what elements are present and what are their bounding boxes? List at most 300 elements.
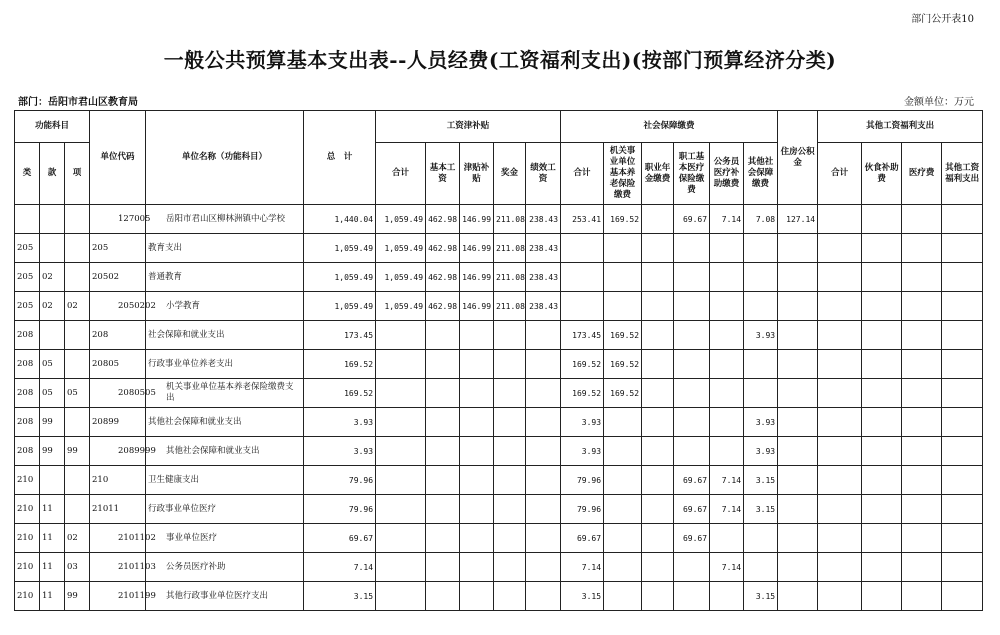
cell-me [674,437,710,466]
cell-lei: 210 [15,553,40,582]
cell-ot [818,553,862,582]
cell-ho [778,553,818,582]
cell-total: 169.52 [304,379,376,408]
cell-cm [710,524,744,553]
table-row [15,466,983,495]
cell-os [744,263,778,292]
cell-pf [526,582,561,611]
cell-po [604,437,642,466]
cell-an [642,234,674,263]
cell-po [604,495,642,524]
cell-unit-code: 20805 [90,350,146,379]
header-allowance: 津贴补贴 [460,143,494,205]
cell-al: 146.99 [460,292,494,321]
cell-pf [526,350,561,379]
cell-kuan: 99 [40,408,65,437]
cell-al: 146.99 [460,205,494,234]
cell-total: 1,059.49 [304,292,376,321]
cell-ow [942,408,983,437]
cell-ow [942,292,983,321]
cell-ot [818,524,862,553]
cell-bo: 211.08 [494,205,526,234]
cell-os: 7.08 [744,205,778,234]
cell-ot [818,234,862,263]
cell-unit-name: 其他社会保障和就业支出 [146,408,304,437]
header-total: 总 计 [304,111,376,205]
cell-total: 1,059.49 [304,234,376,263]
cell-bo [494,582,526,611]
cell-po: 169.52 [604,379,642,408]
cell-bw [426,321,460,350]
cell-cm: 7.14 [710,553,744,582]
cell-ho [778,292,818,321]
cell-ow [942,437,983,466]
cell-ml [862,524,902,553]
cell-unit-code: 21011 [90,495,146,524]
cell-me: 69.67 [674,466,710,495]
cell-total: 173.45 [304,321,376,350]
cell-total: 3.93 [304,408,376,437]
cell-total: 69.67 [304,524,376,553]
cell-me [674,379,710,408]
cell-al [460,437,494,466]
cell-me [674,350,710,379]
cell-ot [818,292,862,321]
header-performance: 绩效工资 [526,143,561,205]
cell-pf: 238.43 [526,292,561,321]
cell-os: 3.15 [744,582,778,611]
header-other-welfare: 其他工资福利支出 [942,143,983,205]
cell-lei: 205 [15,292,40,321]
cell-st [561,263,604,292]
cell-unit-name: 其他社会保障和就业支出 [146,437,304,466]
cell-xiang: 99 [65,582,90,611]
cell-st: 173.45 [561,321,604,350]
cell-an [642,205,674,234]
cell-al [460,524,494,553]
cell-me: 69.67 [674,495,710,524]
cell-me: 69.67 [674,205,710,234]
cell-cm [710,321,744,350]
cell-ho [778,350,818,379]
table-row [15,495,983,524]
cell-ho [778,234,818,263]
cell-ho [778,524,818,553]
cell-kuan [40,205,65,234]
cell-wt [376,466,426,495]
cell-ow [942,582,983,611]
cell-os: 3.93 [744,408,778,437]
cell-os [744,553,778,582]
cell-unit-name: 事业单位医疗 [146,524,304,553]
cell-ho [778,466,818,495]
cell-st: 79.96 [561,495,604,524]
header-basic-wage: 基本工资 [426,143,460,205]
cell-ot [818,205,862,234]
cell-po: 169.52 [604,321,642,350]
cell-ow [942,321,983,350]
cell-al [460,495,494,524]
cell-cm [710,408,744,437]
cell-unit-name: 社会保障和就业支出 [146,321,304,350]
header-social-total: 合计 [561,143,604,205]
header-other-group: 其他工资福利支出 [818,111,983,143]
cell-mf [902,321,942,350]
cell-mf [902,350,942,379]
cell-wt: 1,059.49 [376,205,426,234]
cell-bo [494,495,526,524]
header-kuan: 款 [40,143,65,205]
header-pension: 机关事业单位基本养老保险缴费 [604,143,642,205]
cell-unit-code: 2080505 [90,379,146,408]
cell-po [604,553,642,582]
cell-os [744,350,778,379]
cell-mf [902,263,942,292]
cell-lei: 208 [15,437,40,466]
cell-lei: 208 [15,321,40,350]
cell-unit-code: 205 [90,234,146,263]
cell-ho [778,263,818,292]
cell-bo [494,408,526,437]
cell-xiang [65,321,90,350]
cell-pf: 238.43 [526,205,561,234]
cell-xiang [65,205,90,234]
cell-ml [862,379,902,408]
table-row [15,553,983,582]
cell-ho [778,582,818,611]
cell-an [642,408,674,437]
table-body [15,205,983,611]
header-unit-name: 单位名称（功能科目） [146,111,304,205]
header-unit-code: 单位代码 [90,111,146,205]
table-row [15,408,983,437]
cell-ow [942,205,983,234]
cell-ow [942,466,983,495]
cell-ow [942,553,983,582]
cell-kuan: 05 [40,350,65,379]
cell-bw: 462.98 [426,263,460,292]
cell-unit-name: 行政事业单位养老支出 [146,350,304,379]
header-social-group: 社会保障缴费 [561,111,778,143]
cell-ot [818,582,862,611]
cell-xiang [65,350,90,379]
cell-ml [862,437,902,466]
cell-ot [818,495,862,524]
cell-al [460,350,494,379]
cell-kuan: 99 [40,437,65,466]
cell-xiang: 05 [65,379,90,408]
cell-xiang: 02 [65,292,90,321]
cell-os [744,379,778,408]
cell-st: 3.93 [561,408,604,437]
cell-cm: 7.14 [710,466,744,495]
cell-bo [494,437,526,466]
cell-wt [376,379,426,408]
cell-cm [710,292,744,321]
cell-ot [818,321,862,350]
cell-pf [526,553,561,582]
cell-lei: 210 [15,495,40,524]
table-number-label: 部门公开表10 [911,14,974,25]
cell-ho [778,495,818,524]
header-other-total: 合计 [818,143,862,205]
cell-mf [902,437,942,466]
cell-os [744,524,778,553]
cell-ml [862,350,902,379]
cell-ot [818,379,862,408]
cell-an [642,379,674,408]
cell-kuan: 02 [40,292,65,321]
cell-bo: 211.08 [494,263,526,292]
cell-ow [942,234,983,263]
cell-total: 7.14 [304,553,376,582]
cell-bw [426,553,460,582]
header-medical: 职工基本医疗保险缴费 [674,143,710,205]
cell-ml [862,495,902,524]
cell-ot [818,350,862,379]
cell-unit-name: 小学教育 [146,292,304,321]
cell-xiang: 99 [65,437,90,466]
cell-al [460,408,494,437]
cell-kuan: 11 [40,582,65,611]
cell-pf [526,524,561,553]
cell-ot [818,466,862,495]
cell-ml [862,466,902,495]
cell-me [674,234,710,263]
cell-wt [376,408,426,437]
cell-pf [526,466,561,495]
cell-me [674,321,710,350]
cell-os: 3.93 [744,321,778,350]
cell-mf [902,379,942,408]
cell-po [604,263,642,292]
table-row [15,234,983,263]
cell-kuan [40,234,65,263]
cell-bo [494,321,526,350]
cell-ow [942,350,983,379]
cell-lei [15,205,40,234]
cell-lei: 210 [15,582,40,611]
cell-bo [494,553,526,582]
cell-xiang [65,408,90,437]
cell-total: 79.96 [304,495,376,524]
cell-me [674,292,710,321]
cell-ml [862,553,902,582]
cell-wt: 1,059.49 [376,234,426,263]
cell-st: 69.67 [561,524,604,553]
cell-ml [862,408,902,437]
cell-lei: 210 [15,524,40,553]
cell-bo: 211.08 [494,234,526,263]
cell-unit-code: 208 [90,321,146,350]
cell-mf [902,205,942,234]
header-meal: 伙食补助费 [862,143,902,205]
cell-ow [942,495,983,524]
cell-wt [376,524,426,553]
cell-al [460,582,494,611]
table-row [15,205,983,234]
cell-unit-code: 2089999 [90,437,146,466]
cell-bo [494,379,526,408]
header-bonus: 奖金 [494,143,526,205]
cell-ot [818,437,862,466]
cell-os [744,292,778,321]
cell-ho [778,321,818,350]
cell-pf [526,379,561,408]
cell-me [674,408,710,437]
cell-st [561,234,604,263]
cell-ow [942,263,983,292]
cell-total: 3.93 [304,437,376,466]
table-row [15,437,983,466]
cell-unit-code: 2050202 [90,292,146,321]
cell-kuan: 11 [40,553,65,582]
department-label: 部门：岳阳市君山区教育局 [18,97,138,108]
cell-unit-name: 行政事业单位医疗 [146,495,304,524]
cell-wt: 1,059.49 [376,292,426,321]
header-wage-group: 工资津补贴 [376,111,561,143]
cell-ot [818,408,862,437]
cell-bo [494,350,526,379]
cell-total: 3.15 [304,582,376,611]
cell-wt [376,553,426,582]
amount-unit-label: 金额单位：万元 [904,97,974,108]
cell-kuan [40,321,65,350]
cell-st: 3.15 [561,582,604,611]
cell-pf: 238.43 [526,263,561,292]
cell-me [674,263,710,292]
cell-bw [426,437,460,466]
cell-lei: 205 [15,263,40,292]
cell-unit-code: 127005 [90,205,146,234]
cell-bw [426,350,460,379]
cell-os: 3.15 [744,466,778,495]
cell-an [642,553,674,582]
cell-bw [426,408,460,437]
table-row [15,524,983,553]
cell-pf [526,321,561,350]
cell-st: 79.96 [561,466,604,495]
cell-unit-name: 教育支出 [146,234,304,263]
cell-cm [710,437,744,466]
cell-unit-code: 20502 [90,263,146,292]
cell-mf [902,553,942,582]
cell-lei: 208 [15,379,40,408]
cell-total: 79.96 [304,466,376,495]
cell-ho [778,379,818,408]
cell-po [604,234,642,263]
cell-unit-name: 机关事业单位基本养老保险缴费支出 [146,379,304,408]
cell-st: 3.93 [561,437,604,466]
cell-st: 253.41 [561,205,604,234]
cell-mf [902,466,942,495]
cell-bw: 462.98 [426,205,460,234]
cell-cm [710,582,744,611]
cell-pf: 238.43 [526,234,561,263]
cell-mf [902,408,942,437]
table-row [15,379,983,408]
cell-ml [862,234,902,263]
cell-an [642,321,674,350]
cell-st: 169.52 [561,350,604,379]
cell-bw [426,524,460,553]
cell-wt [376,437,426,466]
cell-al: 146.99 [460,234,494,263]
header-medical-fee: 医疗费 [902,143,942,205]
cell-mf [902,582,942,611]
header-wage-total: 合计 [376,143,426,205]
cell-unit-name: 普通教育 [146,263,304,292]
table-row [15,350,983,379]
cell-unit-name: 卫生健康支出 [146,466,304,495]
cell-bw: 462.98 [426,234,460,263]
cell-mf [902,495,942,524]
header-civil-medical: 公务员医疗补助缴费 [710,143,744,205]
cell-lei: 208 [15,350,40,379]
cell-cm [710,379,744,408]
header-lei: 类 [15,143,40,205]
cell-po: 169.52 [604,350,642,379]
cell-po: 169.52 [604,205,642,234]
cell-al: 146.99 [460,263,494,292]
cell-unit-code: 2101199 [90,582,146,611]
cell-me [674,553,710,582]
cell-ow [942,524,983,553]
header-annuity: 职业年金缴费 [642,143,674,205]
cell-cm [710,234,744,263]
cell-ml [862,292,902,321]
cell-an [642,495,674,524]
page-title: 一般公共预算基本支出表--人员经费(工资福利支出)(按部门预算经济分类) [163,48,837,72]
cell-kuan: 02 [40,263,65,292]
cell-total: 1,440.04 [304,205,376,234]
table-row [15,292,983,321]
cell-ml [862,321,902,350]
cell-unit-code: 2101103 [90,553,146,582]
cell-unit-name: 岳阳市君山区柳林洲镇中心学校 [146,205,304,234]
cell-po [604,466,642,495]
cell-cm: 7.14 [710,495,744,524]
cell-unit-name: 公务员医疗补助 [146,553,304,582]
cell-al [460,466,494,495]
cell-po [604,292,642,321]
cell-st [561,292,604,321]
cell-an [642,582,674,611]
cell-bw [426,495,460,524]
cell-wt [376,321,426,350]
cell-unit-code: 20899 [90,408,146,437]
cell-cm: 7.14 [710,205,744,234]
table-row [15,321,983,350]
cell-lei: 208 [15,408,40,437]
cell-unit-name: 其他行政事业单位医疗支出 [146,582,304,611]
cell-bw [426,582,460,611]
cell-xiang: 03 [65,553,90,582]
cell-an [642,437,674,466]
table-row [15,582,983,611]
cell-st: 7.14 [561,553,604,582]
cell-an [642,350,674,379]
cell-xiang [65,466,90,495]
cell-xiang: 02 [65,524,90,553]
cell-xiang [65,263,90,292]
cell-ow [942,379,983,408]
cell-lei: 210 [15,466,40,495]
cell-an [642,263,674,292]
cell-ho: 127.14 [778,205,818,234]
cell-cm [710,350,744,379]
cell-mf [902,292,942,321]
